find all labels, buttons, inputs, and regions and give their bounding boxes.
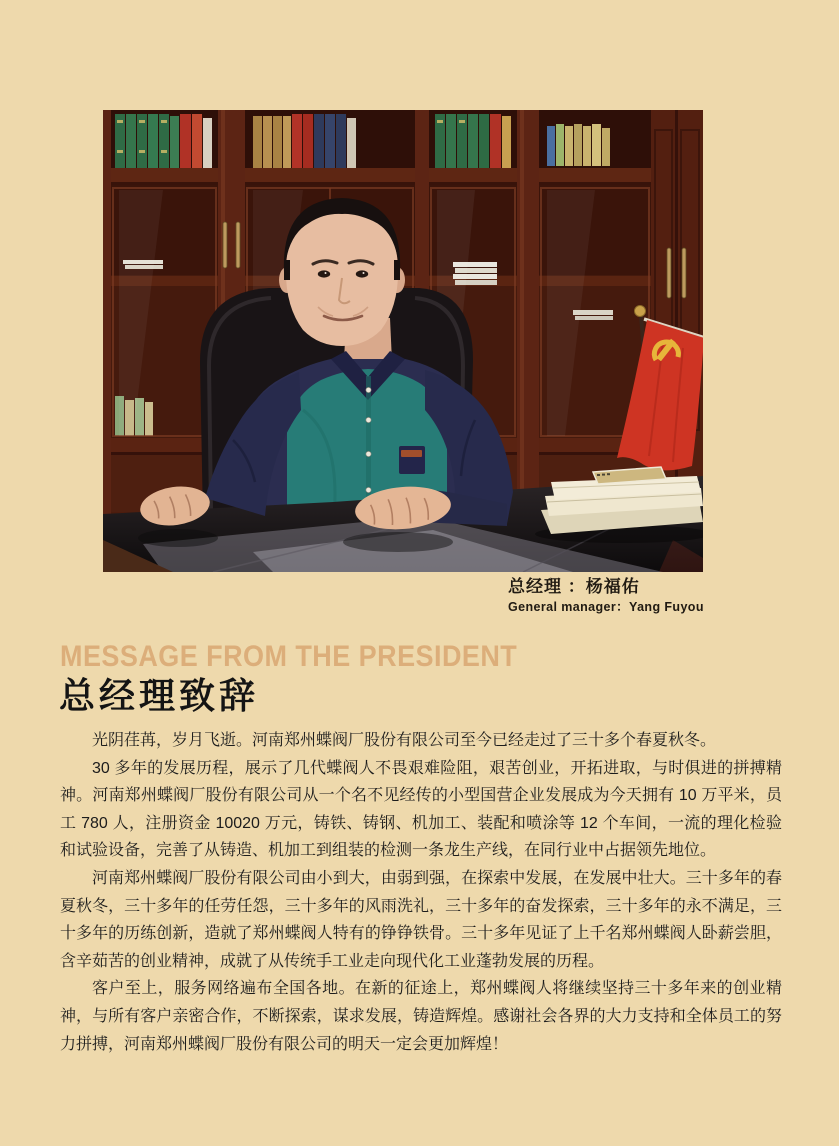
section-title-english: MESSAGE FROM THE PRESIDENT bbox=[60, 640, 518, 673]
body-paragraph-4: 客户至上，服务网络遍布全国各地。在新的征途上，郑州蝶阀人将继续坚持三十多年来的创业精神，与所有客户亲密合作，不断探索，谋求发展，铸造辉煌。感谢社会各界的大力支持和全体员工的努力拼搏，河南郑州蝶阀厂股份有限公司的明天一定会更加辉煌！ bbox=[60, 980, 782, 1053]
body-paragraph-3: 河南郑州蝶阀厂股份有限公司由小到大，由弱到强，在探索中发展，在发展中壮大。三十多年的春夏秋冬，三十多年的任劳任怨，三十多年的风雨洗礼，三十多年的奋发探索，三十多年的永不满足，三十多年的历练创新，造就了郑州蝶阀人特有的铮铮铁骨。三十多年见证了上千名郑州蝶阀人卧薪尝胆，含辛茹苦的创业精神，成就了从传统手工业走向现代化工业蓬勃发展的历程。 bbox=[60, 869, 782, 970]
office-photo-scene bbox=[103, 110, 703, 572]
body-paragraph-2: 30 多年的发展历程，展示了几代蝶阀人不畏艰难险阻，艰苦创业，开拓进取，与时俱进的拼搏精神。河南郑州蝶阀厂股份有限公司从一个名不见经传的小型国营企业发展成为今天拥有 10 万平米，员工 780 人，注册资金 10020 万元，铸铁、铸钢、机加工、装配和喷涂等 12 个车间，一流的理化检验和试验设备，完善了从铸造、机加工到组装的检测一条龙生产线，在同行业中占据领先地位。 bbox=[60, 759, 782, 860]
caption-manager-name-zh: 总经理 ：杨福佑 bbox=[508, 577, 640, 596]
message-body bbox=[60, 727, 782, 1058]
president-photo bbox=[103, 110, 703, 572]
body-paragraph-1: 光阴荏苒，岁月飞逝。河南郑州蝶阀厂股份有限公司至今已经走过了三十多个春夏秋冬。 bbox=[92, 732, 717, 749]
photo-caption bbox=[508, 577, 768, 615]
caption-manager-name-en: General manager：Yang Fuyou bbox=[508, 600, 704, 614]
section-title-chinese: 总经理致辞 bbox=[59, 676, 260, 716]
